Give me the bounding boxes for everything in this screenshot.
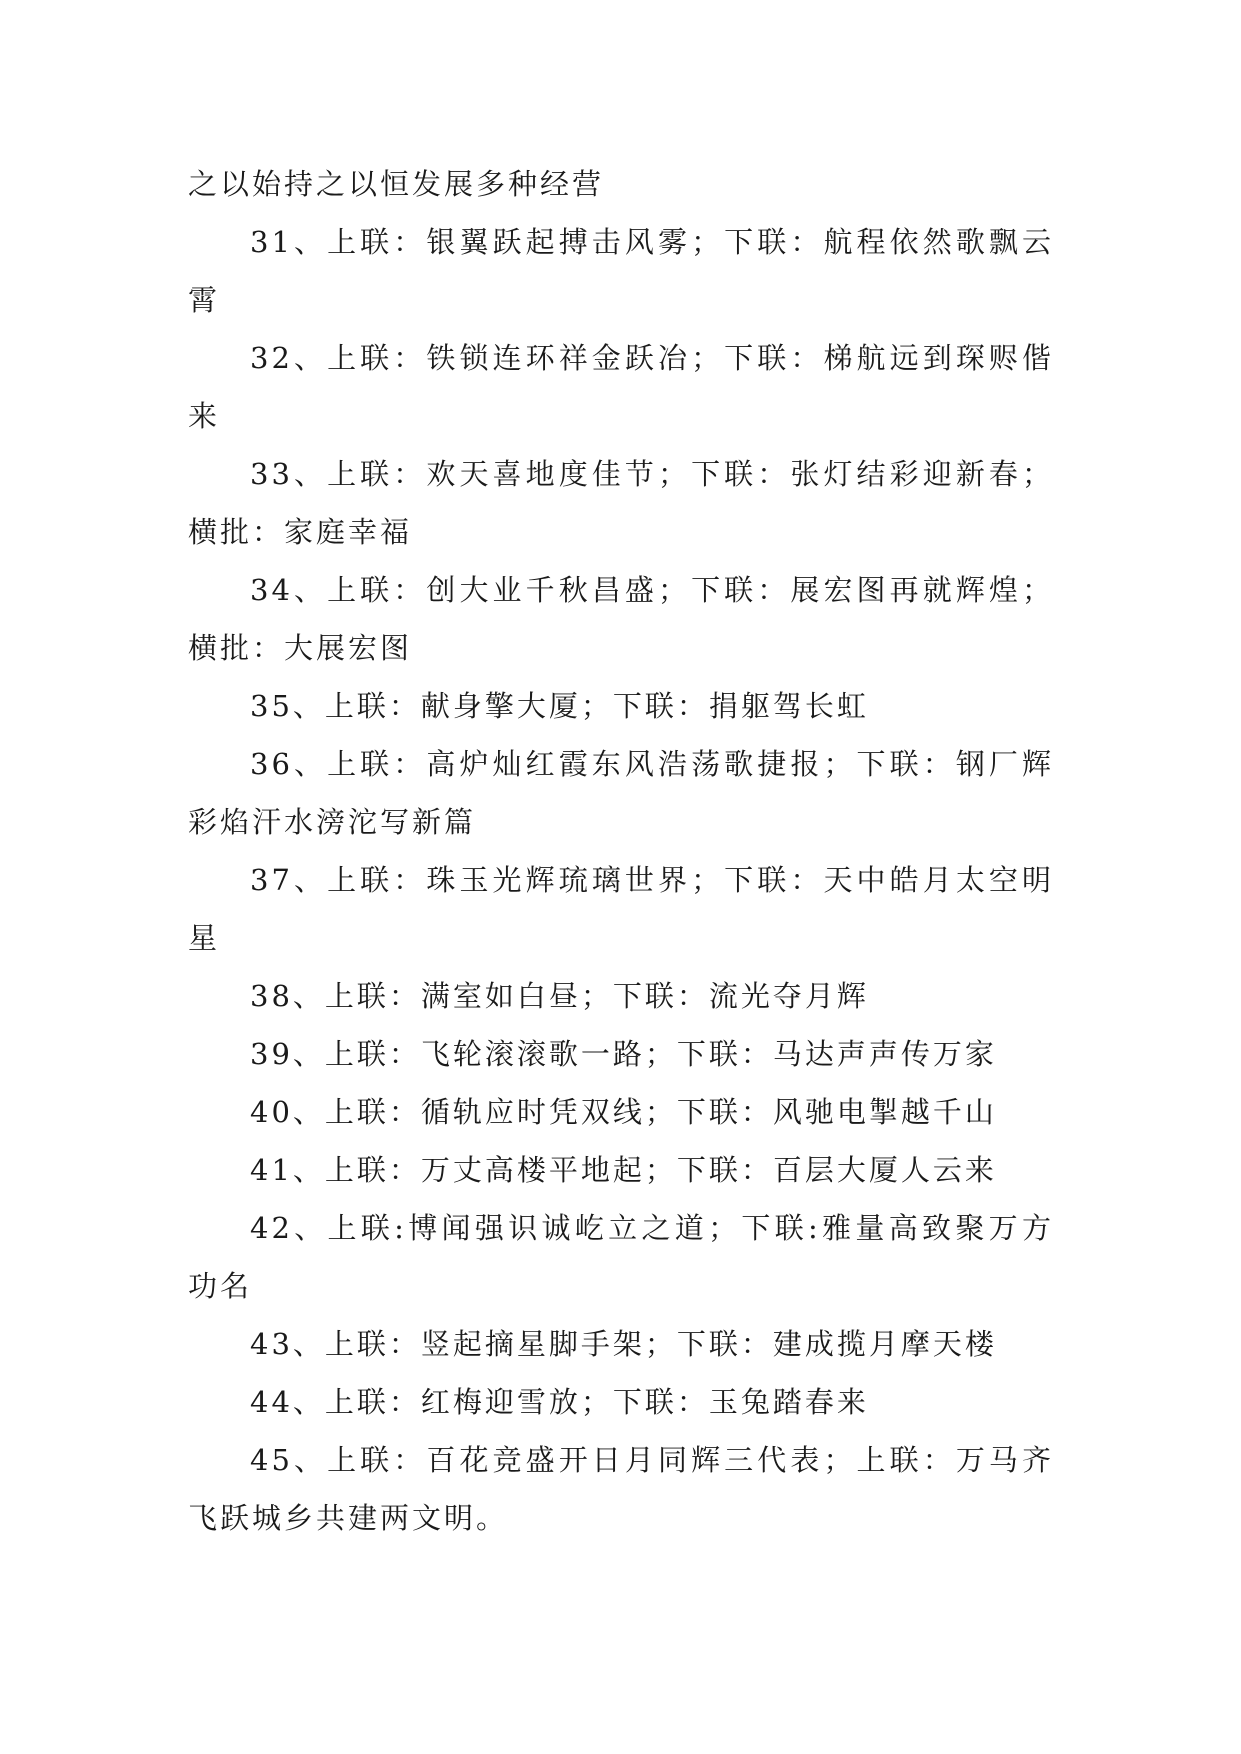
paragraph-continuation: 之以始持之以恒发展多种经营 <box>188 167 605 201</box>
couplet-45: 45、上联：百花竞盛开日月同辉三代表；上联：万马齐飞跃城乡共建两文明。 <box>188 1443 1054 1535</box>
couplet-32: 32、上联：铁锁连环祥金跃冶；下联：梯航远到琛赆偕来 <box>188 341 1054 433</box>
document-body <box>188 155 1054 1547</box>
couplet-34: 34、上联：创大业千秋昌盛；下联：展宏图再就辉煌；横批：大展宏图 <box>188 573 1054 665</box>
couplet-43: 43、上联：竖起摘星脚手架；下联：建成揽月摩天楼 <box>250 1327 997 1361</box>
couplet-31: 31、上联：银翼跃起搏击风雾；下联：航程依然歌飘云霄 <box>188 225 1054 317</box>
couplet-38: 38、上联：满室如白昼；下联：流光夺月辉 <box>250 979 869 1013</box>
couplet-37: 37、上联：珠玉光辉琉璃世界；下联：天中皓月太空明星 <box>188 863 1054 955</box>
couplet-36: 36、上联：高炉灿红霞东风浩荡歌捷报；下联：钢厂辉彩焰汗水滂沱写新篇 <box>188 747 1054 839</box>
couplet-41: 41、上联：万丈高楼平地起；下联：百层大厦人云来 <box>250 1153 997 1187</box>
couplet-33: 33、上联：欢天喜地度佳节；下联：张灯结彩迎新春；横批：家庭幸福 <box>188 457 1054 549</box>
couplet-42: 42、上联:博闻强识诚屹立之道；下联:雅量高致聚万方功名 <box>188 1211 1054 1303</box>
couplet-39: 39、上联：飞轮滚滚歌一路；下联：马达声声传万家 <box>250 1037 997 1071</box>
couplet-40: 40、上联：循轨应时凭双线；下联：风驰电掣越千山 <box>250 1095 997 1129</box>
couplet-44: 44、上联：红梅迎雪放；下联：玉兔踏春来 <box>250 1385 869 1419</box>
couplet-35: 35、上联：献身擎大厦；下联：捐躯驾长虹 <box>250 689 869 723</box>
